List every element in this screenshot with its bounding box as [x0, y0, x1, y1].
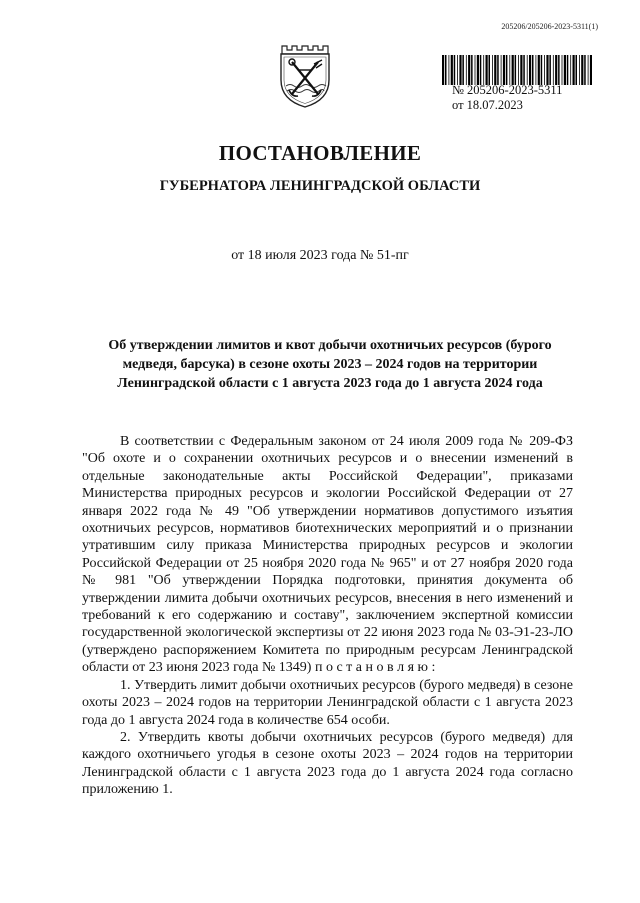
decree-date: от 18 июля 2023 года № 51-пг	[231, 248, 409, 263]
clause-paragraph-2: 2. Утвердить квоты добычи охотничьих ресурсов (бурого медведя) для каждого охотничьего угодья в сезоне охоты 2023 – 2024 годов на территории Ленинградской области с 1 августа 2023 года до 1 августа 2024 года согласно приложению 1.	[82, 729, 573, 798]
document-id: 205206/205206-2023-5311(1)	[501, 22, 598, 31]
document-body	[82, 433, 573, 799]
registration-date: от 18.07.2023	[452, 98, 523, 112]
clause-paragraph-1: 1. Утвердить лимит добычи охотничьих ресурсов (бурого медведя) в сезоне охоты 2023 – 2024 годов на территории Ленинградской области с 1 августа 2023 года до 1 августа 2024 года в количестве 654 особи.	[82, 677, 573, 728]
document-title: ПОСТАНОВЛЕНИЕ	[218, 141, 422, 165]
leningrad-oblast-coat-of-arms-icon	[276, 40, 334, 110]
decree-heading: Об утверждении лимитов и квот добычи охотничьих ресурсов (бурого медведя, барсука) в сезоне охоты 2023 – 2024 годов на территории Ленинградской области с 1 августа 2023 года до 1 августа 2024 года	[108, 338, 552, 391]
document-subtitle: ГУБЕРНАТОРА ЛЕНИНГРАДСКОЙ ОБЛАСТИ	[159, 178, 481, 194]
registration-number: № 205206-2023-5311	[452, 83, 563, 97]
barcode-icon	[442, 55, 592, 85]
registration-block	[452, 83, 562, 113]
preamble-paragraph: В соответствии с Федеральным законом от 24 июля 2009 года № 209-ФЗ "Об охоте и о сохранении охотничьих ресурсов и о внесении изменений в отдельные законодательные акты Российской Федерации", приказами Министерства природных ресурсов и экологии Российской Федерации от 27 января 2022 года № 49 "Об утверждении нормативов допустимого изъятия охотничьих ресурсов, нормативов биотехнических мероприятий и о признании утратившим силу приказа Министерства природных ресурсов и экологии Российской Федерации от 25 ноября 2020 года № 965" и от 27 ноября 2020 года № 981 "Об утверждении Порядка подготовки, принятия документа об утверждении лимита добычи охотничьих ресурсов, внесения в него изменений и требований к его содержанию и составу", заключением экспертной комиссии государственной экологической экспертизы от 22 июня 2023 года № 03-Э1-23-ЛО (утверждено распоряжением Комитета по природным ресурсам Ленинградской области от 23 июня 2023 года № 1349) п о с т а н о в л я ю :	[82, 434, 573, 676]
